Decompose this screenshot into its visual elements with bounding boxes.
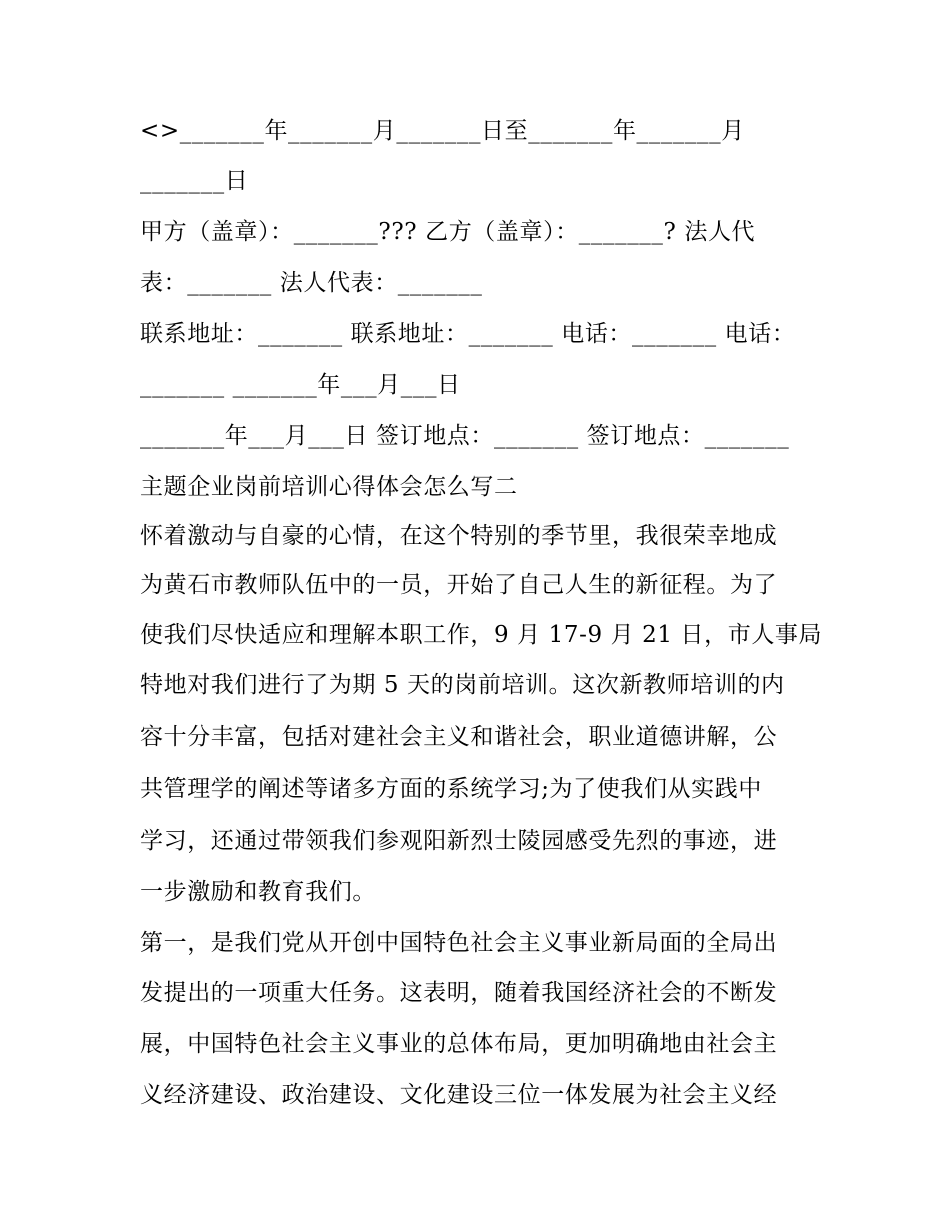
paragraph-line: 第一，是我们党从开创中国特色社会主义事业新局面的全局出 — [140, 930, 778, 956]
contract-period-line: _______日 — [140, 168, 249, 194]
contract-sign-line: _______年___月___日 签订地点：_______ 签订地点：_______ — [140, 423, 790, 449]
paragraph-line: 特地对我们进行了为期 5 天的岗前培训。这次新教师培训的内 — [140, 672, 785, 698]
paragraph-line: 义经济建设、政治建设、文化建设三位一体发展为社会主义经 — [140, 1082, 778, 1108]
paragraph-line: 怀着激动与自豪的心情，在这个特别的季节里，我很荣幸地成 — [140, 523, 778, 549]
paragraph-line: 使我们尽快适应和理解本职工作，9 月 17-9 月 21 日，市人事局 — [140, 622, 823, 648]
paragraph-line: 容十分丰富，包括对建社会主义和谐社会，职业道德讲解，公 — [140, 724, 778, 750]
contract-party-line: 表：_______ 法人代表：_______ — [140, 270, 483, 296]
contract-contact-line: 联系地址：_______ 联系地址：_______ 电话：_______ 电话： — [140, 321, 796, 347]
paragraph-line: 展，中国特色社会主义事业的总体布局，更加明确地由社会主 — [140, 1031, 778, 1057]
contract-contact-line: _______ _______年___月___日 — [140, 372, 461, 398]
contract-period-line: <>_______年_______月_______日至_______年_______月 — [140, 118, 745, 144]
contract-party-line: 甲方（盖章）：_______??? 乙方（盖章）：_______? 法人代 — [140, 219, 756, 245]
paragraph-line: 共管理学的阐述等诸多方面的系统学习;为了使我们从实践中 — [140, 776, 762, 802]
paragraph-line: 为黄石市教师队伍中的一员，开始了自己人生的新征程。为了 — [140, 572, 778, 598]
paragraph-line: 发提出的一项重大任务。这表明，随着我国经济社会的不断发 — [140, 980, 778, 1006]
paragraph-line: 一步激励和教育我们。 — [140, 879, 376, 905]
article-title: 主题企业岗前培训心得体会怎么写二 — [140, 474, 518, 500]
paragraph-line: 学习，还通过带领我们参观阳新烈士陵园感受先烈的事迹，进 — [140, 828, 778, 854]
